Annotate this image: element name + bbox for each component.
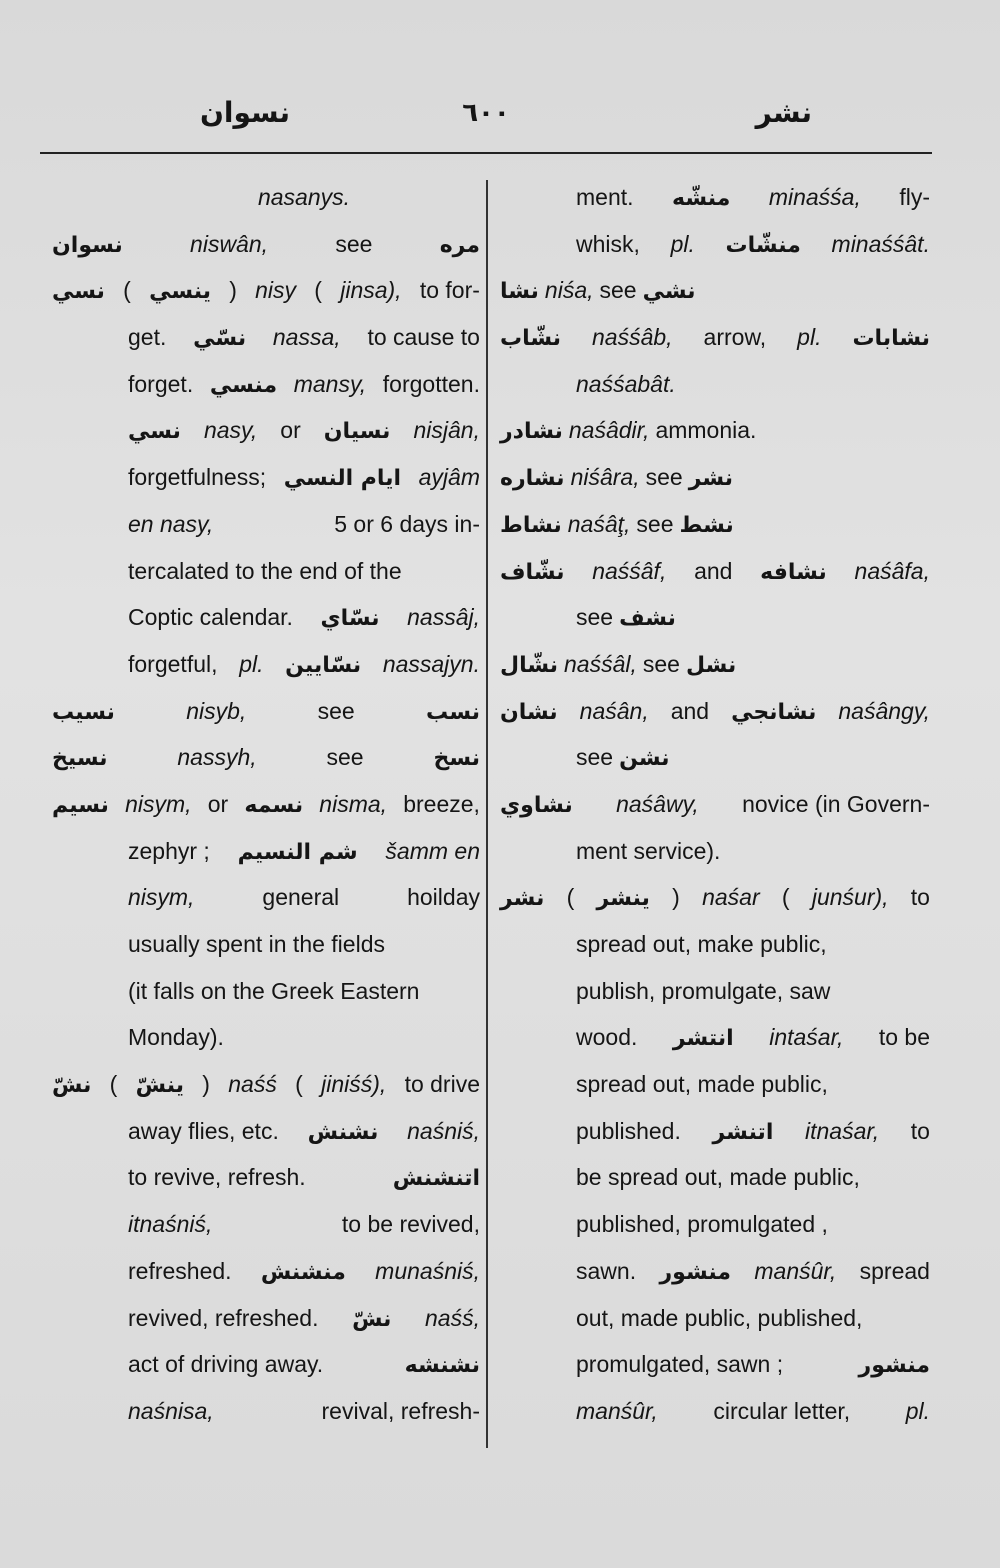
transliteration: manśûr, [754,1257,837,1284]
definition-text: see [317,697,355,724]
transliteration: nisjân, [413,417,480,444]
arabic-word: اتنشنش [392,1166,480,1192]
arabic-word: نشابات [852,326,930,352]
definition-text: spread out, made public, [576,1071,828,1098]
dictionary-line [500,221,930,268]
arabic-word: نسوان [52,232,123,258]
dictionary-line [52,1341,480,1388]
dictionary-line [52,361,480,408]
transliteration: nisy [255,277,297,304]
dictionary-line [500,501,930,548]
arabic-word: نشف [619,606,676,632]
dictionary-line [52,734,480,781]
dictionary-line [52,1014,480,1061]
transliteration: mansy, [293,370,367,397]
definition-text: forget. [128,370,194,397]
transliteration: jinsa), [340,277,402,304]
dictionary-line [52,454,480,501]
running-header [40,96,932,152]
arabic-word: نشنش [307,1119,379,1145]
dictionary-line [500,361,930,408]
definition-text: be spread out, made public, [576,1164,860,1191]
dictionary-line [52,1388,480,1435]
dictionary-line [500,407,930,454]
transliteration: manśûr, [576,1397,658,1424]
transliteration: nassyh, [177,744,257,771]
definition-text: or [207,790,229,817]
arabic-word: نشل [685,652,737,678]
transliteration: naśśâl, [564,650,637,677]
definition-text: ( [566,884,575,911]
definition-text: spread [859,1257,930,1284]
dictionary-line [500,968,930,1015]
definition-text: sawn. [576,1257,637,1284]
definition-text: revival, refresh- [321,1397,480,1424]
arabic-word: ينشر [596,886,650,912]
transliteration: naśân, [579,697,649,724]
dictionary-line [52,221,480,268]
transliteration: pl. [905,1397,930,1424]
arabic-word: نشانجي [731,699,817,725]
arabic-word: نشّاب [500,326,562,352]
transliteration: niśâra, [570,464,640,491]
transliteration: nasanys. [257,184,351,210]
definition-text: arrow, [703,324,767,351]
arabic-word: اتنشر [712,1119,774,1145]
dictionary-line [52,641,480,688]
dictionary-line [500,1201,930,1248]
definition-text: to be [878,1024,930,1051]
definition-text: fly- [899,184,930,210]
header-rule [40,152,932,154]
definition-text: ment service). [576,837,721,864]
arabic-word: نشاوي [500,792,573,818]
header-right-word: نشر [755,96,812,129]
definition-text: breeze, [403,790,480,817]
definition-text: spread out, make public, [576,931,827,957]
definition-text: ) [202,1071,210,1098]
arabic-word: نسّي [193,326,247,352]
arabic-word: نسّايين [285,652,362,678]
transliteration: naśângy, [838,697,930,724]
definition-text: to [910,1117,930,1144]
arabic-word: نسب [426,699,480,725]
definition-text: to for- [419,277,480,304]
transliteration: munaśniś, [375,1257,480,1284]
transliteration: nassâj, [407,604,480,631]
transliteration: šamm en [385,837,480,864]
definition-text: ( [123,277,131,304]
transliteration: jiniśś), [321,1071,387,1098]
definition-text: to drive [404,1071,480,1098]
dictionary-line [500,1108,930,1155]
definition-text: forgetful, [128,650,218,677]
right-column [500,174,930,1435]
transliteration: niswân, [190,230,269,257]
transliteration: itnaśar, [805,1117,880,1144]
arabic-word: نشا [500,279,539,305]
dictionary-line [52,1061,480,1108]
definition-text: refreshed. [128,1257,232,1284]
definition-text: revived, refreshed. [128,1304,319,1331]
transliteration: intaśar, [769,1024,844,1051]
definition-text: act of driving away. [128,1351,324,1378]
transliteration: naśśabât. [576,370,676,397]
dictionary-line [500,1248,930,1295]
dictionary-line [52,1201,480,1248]
definition-text: forgetfulness; [128,464,267,491]
arabic-word: نشّ [352,1306,392,1332]
arabic-word: نشر [500,886,545,912]
transliteration: nisma, [319,790,388,817]
definition-text: see [576,744,614,771]
definition-text: whisk, [576,230,640,257]
dictionary-line [52,874,480,921]
definition-text: to cause to [367,324,480,351]
definition-text: or [280,417,301,444]
arabic-word: نشر [688,466,734,492]
dictionary-line [52,1108,480,1155]
dictionary-line [52,781,480,828]
transliteration: naśâfa, [854,557,930,584]
arabic-word: نسّاي [320,606,380,632]
transliteration: naśśâb, [592,324,673,351]
definition-text: general [262,884,340,911]
definition-text: get. [128,324,167,351]
definition-text: novice (in Govern- [742,790,930,817]
definition-text: ( [295,1071,303,1098]
dictionary-line [52,267,480,314]
definition-text: (it falls on the Greek Eastern [128,977,420,1004]
transliteration: naśâţ, [567,510,631,537]
dictionary-line [52,688,480,735]
arabic-word: انتشر [672,1026,734,1052]
transliteration: nisym, [125,790,192,817]
dictionary-line [500,267,930,314]
transliteration: naśś, [425,1304,480,1331]
column-divider [486,180,488,1448]
transliteration: naśś [228,1071,277,1098]
arabic-word: نسي [52,279,105,305]
dictionary-line [500,828,930,875]
arabic-word: نشّاف [500,559,565,585]
dictionary-line [52,1295,480,1342]
dictionary-line [500,688,930,735]
dictionary-line [52,407,480,454]
definition-text: ( [781,884,790,911]
arabic-word: ينشّ [135,1073,184,1099]
transliteration: itnaśniś, [128,1211,213,1238]
transliteration: naśśâf, [592,557,667,584]
dictionary-line [500,314,930,361]
arabic-word: نشّال [500,652,558,678]
dictionary-line [500,548,930,595]
definition-text: see [636,510,674,537]
transliteration: nasy, [203,417,258,444]
arabic-word: نشاره [500,466,565,492]
arabic-word: منشور [858,1353,930,1379]
dictionary-line [500,1061,930,1108]
definition-text: ( [314,277,322,304]
arabic-word: مره [439,232,480,258]
transliteration: naśâwy, [616,790,699,817]
dictionary-line [500,1388,930,1435]
arabic-word: شم النسيم [237,839,358,865]
dictionary-line [500,1154,930,1201]
definition-text: usually spent in the fields [128,931,385,957]
definition-text: ammonia. [655,417,757,444]
arabic-word: منشور [659,1259,731,1285]
definition-text: promulgated, sawn ; [576,1351,784,1378]
definition-text: ) [229,277,237,304]
arabic-word: نسيان [323,419,391,445]
definition-text: 5 or 6 days in- [334,510,480,537]
definition-text: published. [576,1117,681,1144]
definition-text: circular letter, [713,1397,851,1424]
dictionary-line [52,594,480,641]
definition-text: forgotten. [382,370,480,397]
dictionary-line [500,1295,930,1342]
arabic-word: نسيب [52,699,115,725]
definition-text: ment. [576,184,634,210]
definition-text: see [599,277,637,304]
transliteration: naśniś, [407,1117,480,1144]
arabic-word: منشّه [672,186,731,211]
dictionary-line [500,781,930,828]
definition-text: to be revived, [341,1211,480,1238]
dictionary-line [52,1154,480,1201]
definition-text: publish, promulgate, saw [576,977,831,1004]
dictionary-line [500,174,930,221]
arabic-word: نشادر [500,419,563,445]
definition-text: zephyr ; [128,837,210,864]
dictionary-line [52,921,480,968]
definition-text: to revive, refresh. [128,1164,306,1191]
arabic-word: منسي [209,372,278,398]
page-number: ٦٠٠ [462,98,510,128]
dictionary-line [52,548,480,595]
definition-text: Coptic calendar. [128,604,293,631]
arabic-word: نسيم [52,792,109,818]
arabic-word: ايام النسي [283,466,401,492]
definition-text: see [645,464,683,491]
transliteration: en nasy, [128,510,214,537]
definition-text: out, made public, published, [576,1304,863,1331]
transliteration: pl. [239,650,264,677]
transliteration: naśar [702,884,760,911]
definition-text: see [335,230,373,257]
dictionary-line [500,454,930,501]
header-left-word: نسوان [200,96,291,129]
definition-text: ( [109,1071,118,1098]
transliteration: naśnisa, [128,1397,214,1424]
definition-text: see [326,744,364,771]
dictionary-line [500,874,930,921]
arabic-word: نسمه [244,792,304,818]
transliteration: niśa, [544,277,594,304]
transliteration: pl. [797,324,822,351]
definition-text: away flies, etc. [128,1117,279,1144]
definition-text: and [694,557,733,584]
transliteration: minaśśa, [768,184,861,210]
dictionary-line [52,1248,480,1295]
arabic-word: ينسي [149,279,211,305]
definition-text: see [576,604,614,631]
arabic-word: نشي [642,279,696,305]
transliteration: minaśśât. [831,230,930,257]
transliteration: nassa, [272,324,341,351]
definition-text: published, promulgated , [576,1211,828,1238]
dictionary-line [500,594,930,641]
definition-text: wood. [576,1024,638,1051]
arabic-word: نشاط [500,512,562,538]
dictionary-line [52,828,480,875]
definition-text: see [642,650,680,677]
transliteration: nisym, [128,884,195,911]
dictionary-line [500,734,930,781]
transliteration: ayjâm [418,464,480,491]
arabic-word: نسيخ [52,746,108,772]
definition-text: Monday). [128,1024,224,1051]
dictionary-line [52,174,480,221]
dictionary-line [52,968,480,1015]
transliteration: naśâdir, [568,417,650,444]
arabic-word: نشّ [52,1073,92,1099]
transliteration: nassajyn. [382,650,480,677]
transliteration: junśur), [811,884,889,911]
dictionary-line [500,921,930,968]
dictionary-line [500,1341,930,1388]
arabic-word: نشن [619,746,670,772]
arabic-word: منشنش [260,1259,346,1285]
definition-text: tercalated to the end of the [128,557,402,584]
dictionary-line [52,501,480,548]
dictionary-line [52,314,480,361]
definition-text: hoilday [407,884,480,911]
definition-text: ) [672,884,680,911]
dictionary-line [500,641,930,688]
arabic-word: نسخ [433,746,480,772]
transliteration: nisyb, [186,697,247,724]
definition-text: to [910,884,930,911]
arabic-word: نشط [679,512,734,538]
transliteration: pl. [670,230,695,257]
arabic-word: نشافه [760,559,827,585]
definition-text: and [670,697,710,724]
arabic-word: نشنشه [404,1353,480,1379]
arabic-word: نشان [500,699,558,725]
arabic-word: منشّات [725,232,801,258]
arabic-word: نسي [128,419,181,445]
dictionary-line [500,1014,930,1061]
left-column [52,174,480,1435]
